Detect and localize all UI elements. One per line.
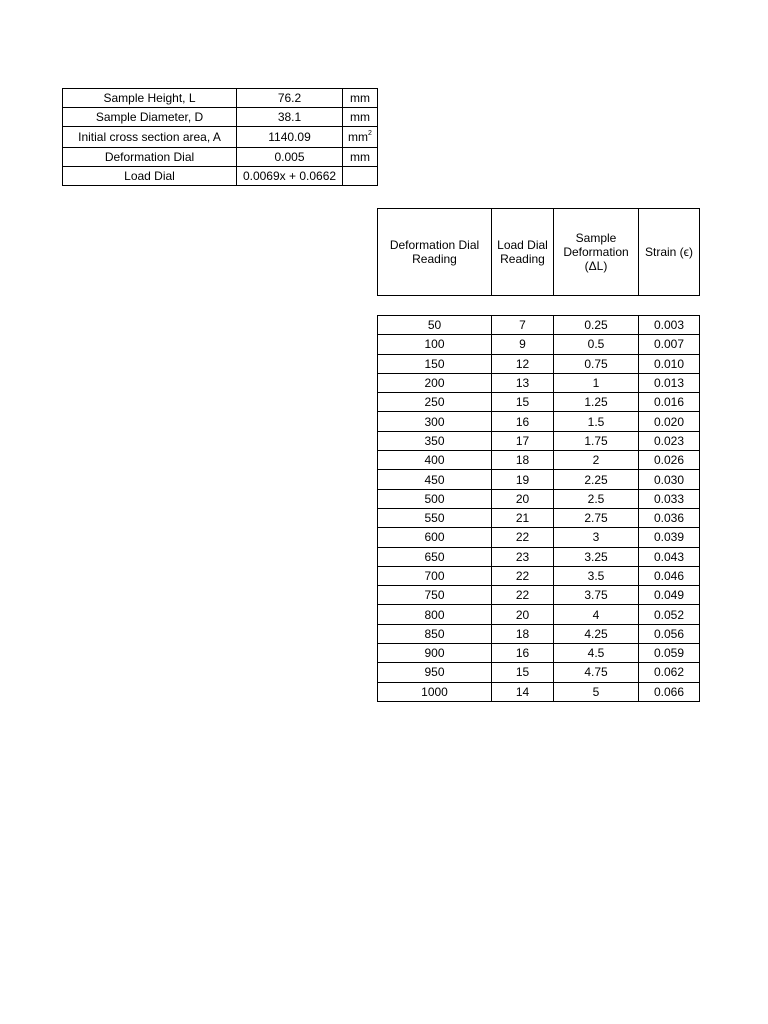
strain-cell: 0.062 (639, 663, 700, 682)
deformation-dial-cell: 800 (378, 605, 492, 624)
table-row (378, 451, 700, 470)
load-dial-cell: 19 (492, 470, 554, 489)
property-value: 76.2 (237, 89, 343, 108)
table-row (378, 373, 700, 392)
strain-cell: 0.016 (639, 393, 700, 412)
sample-deformation-cell: 0.25 (554, 316, 639, 335)
sample-deformation-cell: 4.25 (554, 624, 639, 643)
load-dial-cell: 21 (492, 508, 554, 527)
load-dial-cell: 20 (492, 489, 554, 508)
property-row (63, 167, 378, 186)
deformation-dial-cell: 900 (378, 644, 492, 663)
deformation-dial-cell: 600 (378, 528, 492, 547)
sample-deformation-cell: 2.25 (554, 470, 639, 489)
sample-properties-table (62, 88, 378, 186)
property-unit: mm (343, 108, 378, 127)
table-row (378, 663, 700, 682)
table-row (378, 431, 700, 450)
strain-cell: 0.030 (639, 470, 700, 489)
sample-deformation-cell: 3.25 (554, 547, 639, 566)
deformation-dial-cell: 500 (378, 489, 492, 508)
sample-deformation-cell: 0.75 (554, 354, 639, 373)
sample-deformation-cell: 1.75 (554, 431, 639, 450)
sample-deformation-cell: 2.5 (554, 489, 639, 508)
sample-deformation-cell: 4.5 (554, 644, 639, 663)
strain-cell: 0.046 (639, 566, 700, 585)
sample-deformation-cell: 1.25 (554, 393, 639, 412)
property-value: 38.1 (237, 108, 343, 127)
table-row (378, 412, 700, 431)
unit-base: mm (348, 130, 369, 144)
property-value: 1140.09 (237, 127, 343, 148)
deformation-dial-cell: 150 (378, 354, 492, 373)
deformation-dial-cell: 50 (378, 316, 492, 335)
property-row (63, 108, 378, 127)
sample-deformation-cell: 5 (554, 682, 639, 701)
sample-deformation-cell: 4.75 (554, 663, 639, 682)
strain-cell: 0.007 (639, 335, 700, 354)
load-dial-cell: 22 (492, 586, 554, 605)
sample-deformation-cell: 2.75 (554, 508, 639, 527)
table-row (378, 528, 700, 547)
load-dial-cell: 16 (492, 412, 554, 431)
load-dial-cell: 18 (492, 451, 554, 470)
load-dial-cell: 15 (492, 663, 554, 682)
property-unit: mm (343, 148, 378, 167)
property-label: Initial cross section area, A (63, 127, 237, 148)
deformation-dial-cell: 650 (378, 547, 492, 566)
table-row (378, 316, 700, 335)
column-header-deformation-dial: Deformation Dial Reading (378, 209, 492, 296)
table-row (378, 489, 700, 508)
deformation-dial-cell: 850 (378, 624, 492, 643)
table-row (378, 624, 700, 643)
table-row (378, 335, 700, 354)
strain-cell: 0.010 (639, 354, 700, 373)
property-label: Load Dial (63, 167, 237, 186)
sample-deformation-cell: 1 (554, 373, 639, 392)
load-dial-cell: 18 (492, 624, 554, 643)
strain-cell: 0.023 (639, 431, 700, 450)
sample-deformation-cell: 3 (554, 528, 639, 547)
table-row (378, 354, 700, 373)
header-row (378, 209, 700, 296)
table-row (378, 393, 700, 412)
sample-deformation-cell: 3.5 (554, 566, 639, 585)
column-header-sample-deformation: Sample Deformation (ΔL) (554, 209, 639, 296)
property-label: Sample Diameter, D (63, 108, 237, 127)
deformation-dial-cell: 250 (378, 393, 492, 412)
strain-cell: 0.039 (639, 528, 700, 547)
property-value: 0.0069x + 0.0662 (237, 167, 343, 186)
load-dial-cell: 22 (492, 566, 554, 585)
property-unit (343, 127, 378, 148)
load-dial-cell: 22 (492, 528, 554, 547)
property-value: 0.005 (237, 148, 343, 167)
readings-header-table (377, 208, 700, 296)
strain-cell: 0.043 (639, 547, 700, 566)
table-row (378, 586, 700, 605)
sample-deformation-cell: 3.75 (554, 586, 639, 605)
deformation-dial-cell: 350 (378, 431, 492, 450)
property-row (63, 89, 378, 108)
strain-cell: 0.052 (639, 605, 700, 624)
table-row (378, 547, 700, 566)
deformation-dial-cell: 700 (378, 566, 492, 585)
strain-cell: 0.066 (639, 682, 700, 701)
unit-exponent: 2 (368, 130, 372, 137)
load-dial-cell: 12 (492, 354, 554, 373)
load-dial-cell: 17 (492, 431, 554, 450)
load-dial-cell: 23 (492, 547, 554, 566)
deformation-dial-cell: 400 (378, 451, 492, 470)
deformation-dial-cell: 550 (378, 508, 492, 527)
readings-data-table (377, 315, 700, 702)
strain-cell: 0.033 (639, 489, 700, 508)
property-row (63, 148, 378, 167)
property-label: Deformation Dial (63, 148, 237, 167)
deformation-dial-cell: 300 (378, 412, 492, 431)
strain-cell: 0.013 (639, 373, 700, 392)
table-row (378, 644, 700, 663)
column-header-strain: Strain (ϵ) (639, 209, 700, 296)
deformation-dial-cell: 950 (378, 663, 492, 682)
strain-cell: 0.020 (639, 412, 700, 431)
strain-cell: 0.049 (639, 586, 700, 605)
property-row (63, 127, 378, 148)
load-dial-cell: 13 (492, 373, 554, 392)
deformation-dial-cell: 1000 (378, 682, 492, 701)
load-dial-cell: 9 (492, 335, 554, 354)
strain-cell: 0.003 (639, 316, 700, 335)
load-dial-cell: 14 (492, 682, 554, 701)
property-label: Sample Height, L (63, 89, 237, 108)
sample-deformation-cell: 0.5 (554, 335, 639, 354)
property-unit: mm (343, 89, 378, 108)
table-row (378, 508, 700, 527)
table-row (378, 605, 700, 624)
table-row (378, 682, 700, 701)
sample-deformation-cell: 1.5 (554, 412, 639, 431)
deformation-dial-cell: 200 (378, 373, 492, 392)
deformation-dial-cell: 450 (378, 470, 492, 489)
strain-cell: 0.026 (639, 451, 700, 470)
strain-cell: 0.056 (639, 624, 700, 643)
strain-cell: 0.059 (639, 644, 700, 663)
column-header-load-dial: Load Dial Reading (492, 209, 554, 296)
load-dial-cell: 20 (492, 605, 554, 624)
sample-deformation-cell: 2 (554, 451, 639, 470)
strain-cell: 0.036 (639, 508, 700, 527)
deformation-dial-cell: 100 (378, 335, 492, 354)
sample-deformation-cell: 4 (554, 605, 639, 624)
deformation-dial-cell: 750 (378, 586, 492, 605)
table-row (378, 470, 700, 489)
property-unit (343, 167, 378, 186)
load-dial-cell: 7 (492, 316, 554, 335)
load-dial-cell: 16 (492, 644, 554, 663)
table-row (378, 566, 700, 585)
load-dial-cell: 15 (492, 393, 554, 412)
